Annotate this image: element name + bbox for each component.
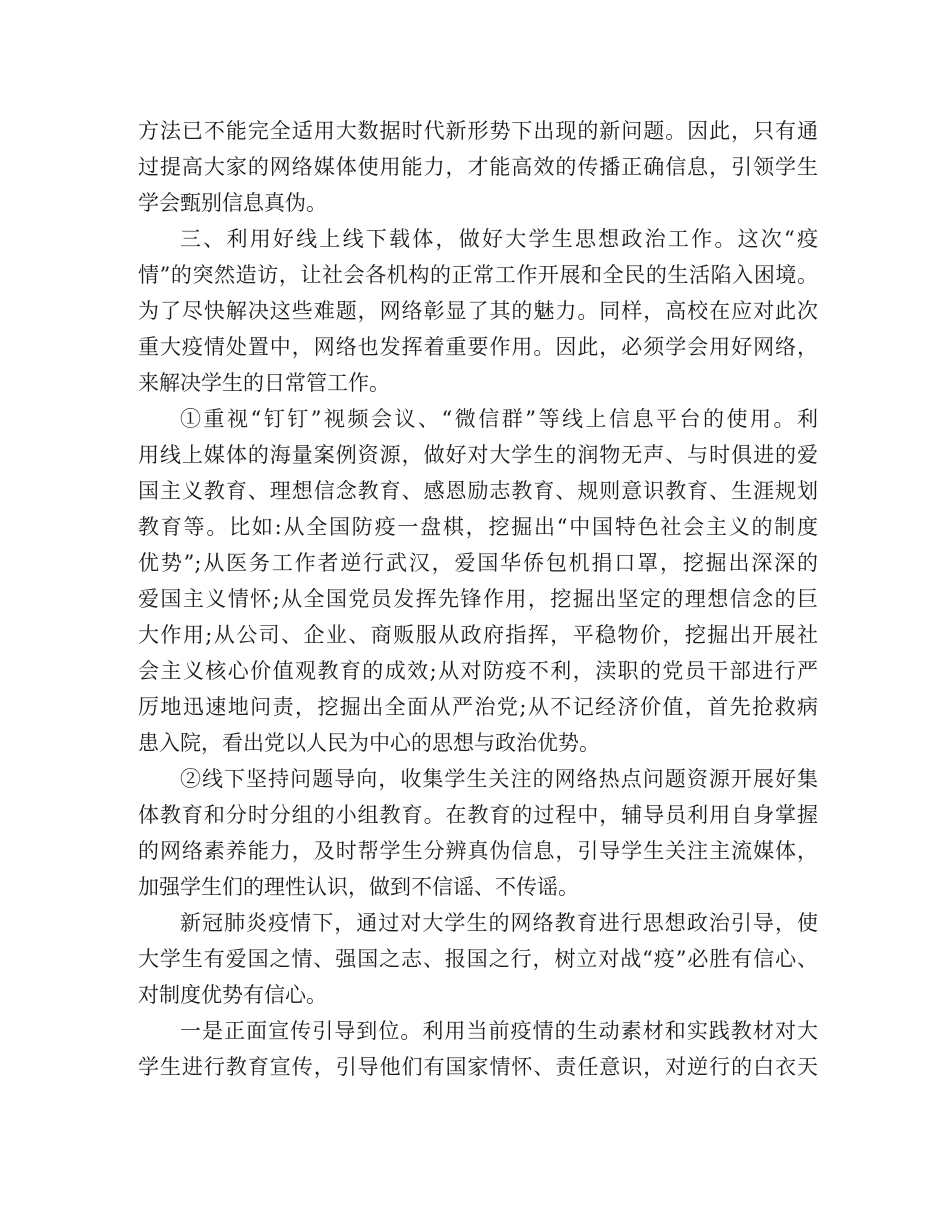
paragraph-line: 方法已不能完全适用大数据时代新形势下出现的新问题。因此，只有通 — [138, 119, 818, 143]
paragraph-line: 会主义核心价值观教育的成效;从对防疫不利，渎职的党员干部进行严 — [138, 659, 818, 683]
document-body — [138, 113, 818, 1085]
paragraph-line: 厉地迅速地问责，挖掘出全面从严治党;从不记经济价值，首先抢救病 — [138, 695, 818, 719]
paragraph-line: 爱国主义情怀;从全国党员发挥先锋作用，挖掘出坚定的理想信念的巨 — [138, 587, 818, 611]
paragraph-line: 一是正面宣传引导到位。利用当前疫情的生动素材和实践教材对大 — [180, 1019, 818, 1043]
paragraph-line: 为了尽快解决这些难题，网络彰显了其的魅力。同样，高校在应对此次 — [138, 299, 818, 323]
paragraph — [138, 761, 818, 905]
paragraph-line: 对制度优势有信心。 — [138, 983, 327, 1007]
paragraph-line: 来解决学生的日常管工作。 — [138, 371, 390, 395]
paragraph-line: ①重视“钉钉”视频会议、“微信群”等线上信息平台的使用。利 — [180, 407, 818, 431]
paragraph-line: 大学生有爱国之情、强国之志、报国之行，树立对战“疫”必胜有信心、 — [138, 947, 818, 971]
paragraph-line: 三、利用好线上线下载体，做好大学生思想政治工作。这次“疫 — [180, 227, 818, 251]
paragraph — [138, 113, 818, 221]
paragraph-line: 优势”;从医务工作者逆行武汉，爱国华侨包机捐口罩，挖掘出深深的 — [138, 551, 818, 575]
paragraph — [138, 1013, 818, 1085]
paragraph — [138, 221, 818, 401]
paragraph-line: 教育等。比如:从全国防疫一盘棋，挖掘出“中国特色社会主义的制度 — [138, 515, 818, 539]
paragraph-line: 重大疫情处置中，网络也发挥着重要作用。因此，必须学会用好网络， — [138, 335, 818, 359]
paragraph-line: 国主义教育、理想信念教育、感恩励志教育、规则意识教育、生涯规划 — [138, 479, 818, 503]
paragraph-line: 情”的突然造访，让社会各机构的正常工作开展和全民的生活陷入困境。 — [138, 263, 818, 287]
paragraph — [138, 401, 818, 761]
paragraph — [138, 905, 818, 1013]
paragraph-line: 学会甄别信息真伪。 — [138, 191, 327, 215]
paragraph-line: 大作用;从公司、企业、商贩服从政府指挥，平稳物价，挖掘出开展社 — [138, 623, 818, 647]
paragraph-line: 新冠肺炎疫情下，通过对大学生的网络教育进行思想政治引导，使 — [180, 911, 818, 935]
paragraph-line: 过提高大家的网络媒体使用能力，才能高效的传播正确信息，引领学生 — [138, 155, 818, 179]
paragraph-line: 学生进行教育宣传，引导他们有国家情怀、责任意识，对逆行的白衣天 — [138, 1055, 818, 1079]
paragraph-line: 体教育和分时分组的小组教育。在教育的过程中，辅导员利用自身掌握 — [138, 803, 818, 827]
paragraph-line: 用线上媒体的海量案例资源，做好对大学生的润物无声、与时俱进的爱 — [138, 443, 818, 467]
paragraph-line: 加强学生们的理性认识，做到不信谣、不传谣。 — [138, 875, 579, 899]
paragraph-line: ②线下坚持问题导向，收集学生关注的网络热点问题资源开展好集 — [180, 767, 818, 791]
paragraph-line: 患入院，看出党以人民为中心的思想与政治优势。 — [138, 731, 600, 755]
paragraph-line: 的网络素养能力，及时帮学生分辨真伪信息，引导学生关注主流媒体， — [138, 839, 818, 863]
